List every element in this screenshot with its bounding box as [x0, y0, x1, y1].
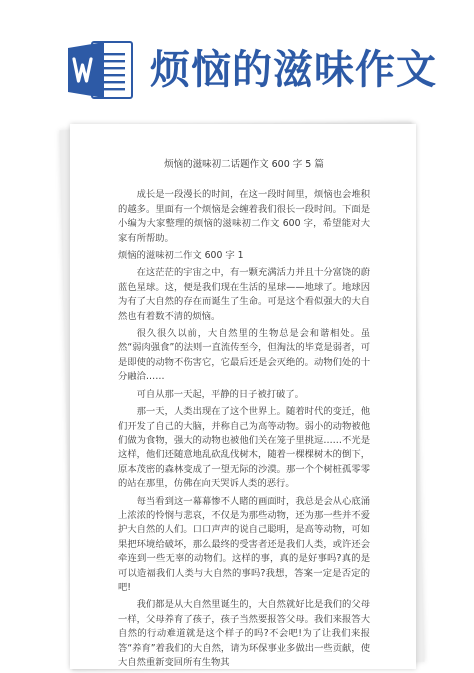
document-page [70, 124, 416, 669]
paragraph-list [118, 188, 370, 670]
banner [0, 0, 474, 115]
paragraph: 我们都是从大自然里诞生的，大自然就好比是我们的父母一样，父母养育了孩子，孩子当然要报答父母。我们来报答大自然的行动难道就是这个样子的吗?不会吧!为了让我们来报答“养育”着我们的大自然，请为环保事业多做出一些贡献，使大自然重新变回所有生物其 [118, 599, 370, 668]
paragraph: 成长是一段漫长的时间，在这一段时间里，烦恼也会堆积的越多。里面有一个烦恼是会缠着我们很长一段时间。下面是小编为大家整理的烦恼的滋味初二作文 600 字，希望能对大家有所帮助。 [118, 189, 370, 244]
paragraph: 很久很久以前，大自然里的生物总是会和谐相处。虽然“弱肉强食”的法则一直流传至今，但淘汰的毕竟是弱者，可是即使的动物不伤害它，它最后还是会灭绝的。动物们处的十分融洽…… [118, 328, 370, 383]
paragraph: 那一天，人类出现在了这个世界上。随着时代的变迁，他们开发了自己的大脑，并称自己为高等动物。弱小的动物被他们做为食物，强大的动物也被他们关在笼子里挑逗……不光是这样，他们还随意地乱砍乱伐树木，随着一棵棵树木的倒下，原本茂密的森林变成了一望无际的沙漠。那一个个树桩孤零零的站在那里，仿佛在向天哭诉人类的恶行。 [118, 406, 370, 490]
document-title: 烦恼的滋味初二话题作文 600 字 5 篇 [164, 159, 324, 170]
word-document-icon [68, 40, 134, 100]
paragraph: 每当看到这一幕幕惨不人睹的画面时，我总是会从心底涌上浓浓的怜悯与悲哀，不仅是为那些动物，还为那一些并不爱护大自然的人们。口口声声的说自己聪明，是高等动物，可如果把环境给破坏，那么最终的受害者还是我们人类，或许还会牵连到一些无辜的动物们。这样的事，真的是好事吗?真的是可以造福我们人类与大自然的事吗?我想，答案一定是否定的吧! [118, 495, 370, 593]
paragraph: 烦恼的滋味初二作文 600 字 1 [118, 250, 244, 262]
banner-title: 烦恼的滋味作文 [150, 46, 437, 93]
paragraph: 在这茫茫的宇宙之中，有一颗充满活力并且十分富饶的蔚蓝色星球。这，便是我们现在生活的星球——地球了。地球因为有了大自然的存在而诞生了生命。可是这个看似强大的大自然也有着数不清的烦恼。 [118, 267, 370, 322]
document-body [118, 158, 370, 673]
paragraph: 可自从那一天起，平静的日子被打破了。 [136, 388, 304, 400]
